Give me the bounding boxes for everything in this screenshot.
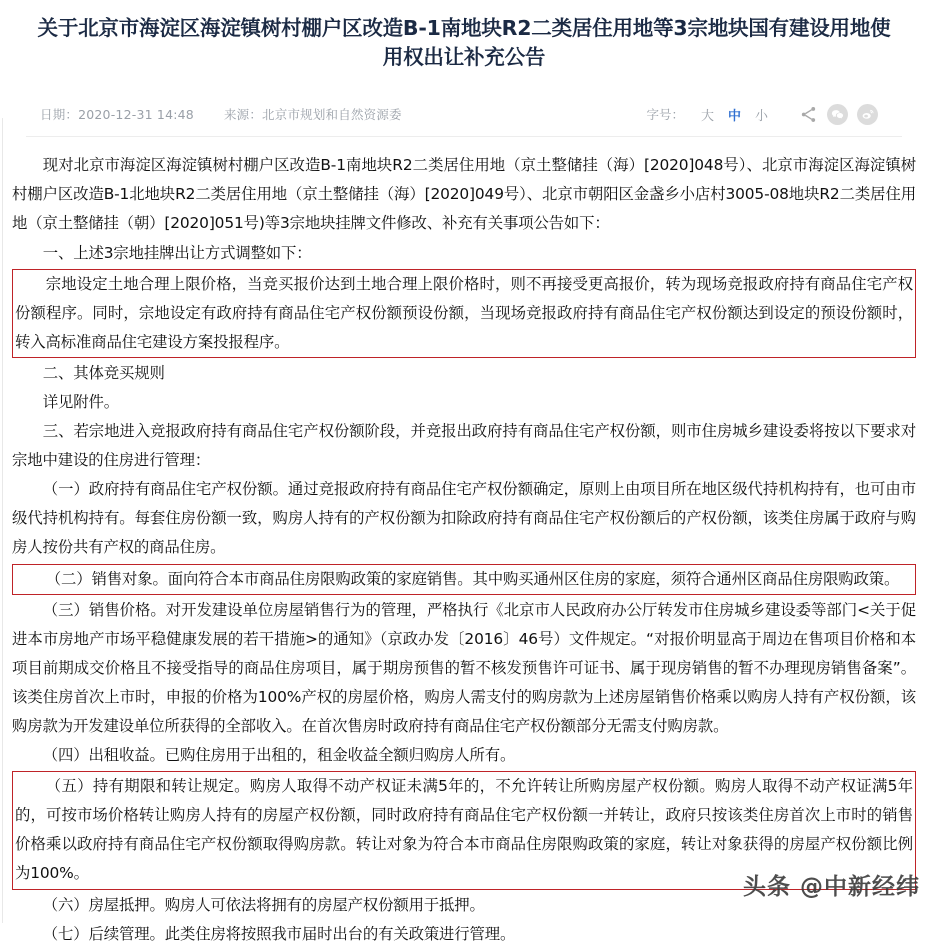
paragraph-item-1: （一）政府持有商品住宅产权份额。通过竞报政府持有商品住宅产权份额确定，原则上由项目所在地区级代持机构持有，也可由市级代持机构持有。每套住房份额一致，购房人持有的产权份额为扣除政府持有商品住宅产权份额后的产权份额，该类住房属于政府与购房人按份共有产权的商品住房。 [12, 480, 916, 557]
paragraph-box-2: （二）销售对象。面向符合本市商品住房限购政策的家庭销售。其中购买通州区住房的家庭，须符合通州区商品住房限购政策。 [45, 569, 900, 588]
paragraph-section-1: 一、上述3宗地挂牌出让方式调整如下： [42, 243, 312, 262]
weibo-icon[interactable] [857, 104, 878, 125]
paragraph-item-6: （六）房屋抵押。购房人可依法将拥有的房屋产权份额用于抵押。 [42, 895, 485, 914]
share-group [799, 104, 878, 125]
meta-right-group [646, 104, 902, 125]
paragraph-section-2: 二、其体竞买规则 [42, 363, 165, 382]
article-meta-bar [26, 92, 902, 137]
paragraph-intro: 现对北京市海淀区海淀镇树村棚户区改造B-1南地块R2二类居住用地（京土整储挂（海）[2020]048号）、北京市海淀区海淀镇树村棚户区改造B-1北地块R2二类居住用地（京土整储挂（海）[2020]049号）、北京市朝阳区金盏乡小店村3005-08地块R2二类居住用地（京土整储挂（朝）[2020]051号)等3宗地块挂牌文件修改、补充有关事项公告如下： [12, 156, 916, 233]
font-size-large-button[interactable]: 大 [700, 108, 714, 124]
watermark: 头条 @中新经纬 [742, 874, 920, 900]
article-body [0, 137, 928, 949]
meta-left-group [26, 105, 646, 123]
paragraph-item-7: （七）后续管理。此类住房将按照我市届时出台的有关政策进行管理。 [42, 924, 516, 943]
paragraph-box-1: 宗地设定土地合理上限价格，当竞买报价达到土地合理上限价格时，则不再接受更高报价，转为现场竞报政府持有商品住宅产权份额程序。同时，宗地设定有政府持有商品住宅产权份额预设份额，当现场竞报政府持有商品住宅产权份额达到设定的预设份额时，转入高标准商品住宅建设方案投报程序。 [15, 274, 913, 351]
publish-source: 来源：北京市规划和自然资源委 [223, 107, 402, 123]
font-size-medium-button[interactable]: 中 [727, 108, 741, 124]
paragraph-box-3: （五）持有期限和转让规定。购房人取得不动产权证未满5年的，不允许转让所购房屋产权份额。购房人取得不动产权证满5年的，可按市场价格转让购房人持有的房屋产权份额，同时政府持有商品住宅产权份额一并转让，政府只按该类住房首次上市时的销售价格乘以政府持有商品住宅产权份额取得购房款。转让对象为符合本市商品住房限购政策的家庭，转让对象获得的房屋产权份额比例为100%。 [15, 777, 913, 883]
highlight-box-1 [12, 269, 916, 358]
font-size-small-button[interactable]: 小 [754, 108, 768, 124]
paragraph-item-4: （四）出租收益。已购住房用于出租的，租金收益全额归购房人所有。 [42, 746, 516, 765]
wechat-icon[interactable] [827, 104, 848, 125]
paragraph-section-2-body: 详见附件。 [42, 392, 120, 411]
paragraph-section-3: 三、若宗地进入竞报政府持有商品住宅产权份额阶段，并竞报出政府持有商品住宅产权份额，则市住房城乡建设委将按以下要求对宗地中建设的住房进行管理： [12, 422, 916, 470]
paragraph-item-3: （三）销售价格。对开发建设单位房屋销售行为的管理，严格执行《北京市人民政府办公厅转发市住房城乡建设委等部门<关于促进本市房地产市场平稳健康发展的若干措施>的通知》（京政办发〔2016〕46号）文件规定。“对报价明显高于周边在售项目价格和本项目前期成交价格且不接受指导的商品住房项目，属于期房预售的暂不核发预售许可证书、属于现房销售的暂不办理现房销售备案”。该类住房首次上市时，申报的价格为100%产权的房屋价格，购房人需支付的购房款为上述房屋销售价格乘以购房人持有产权份额，该购房款为开发建设单位所获得的全部收入。在首次售房时政府持有商品住宅产权份额部分无需支付购房款。 [12, 600, 916, 735]
font-size-label: 字号： [646, 107, 684, 123]
page-title: 关于北京市海淀区海淀镇树村棚户区改造B-1南地块R2二类居住用地等3宗地块国有建设用地使用权出让补充公告 [37, 16, 891, 70]
highlight-box-2 [12, 564, 916, 595]
publish-date: 日期：2020-12-31 14:48 [40, 107, 194, 123]
share-network-icon[interactable] [799, 105, 818, 124]
